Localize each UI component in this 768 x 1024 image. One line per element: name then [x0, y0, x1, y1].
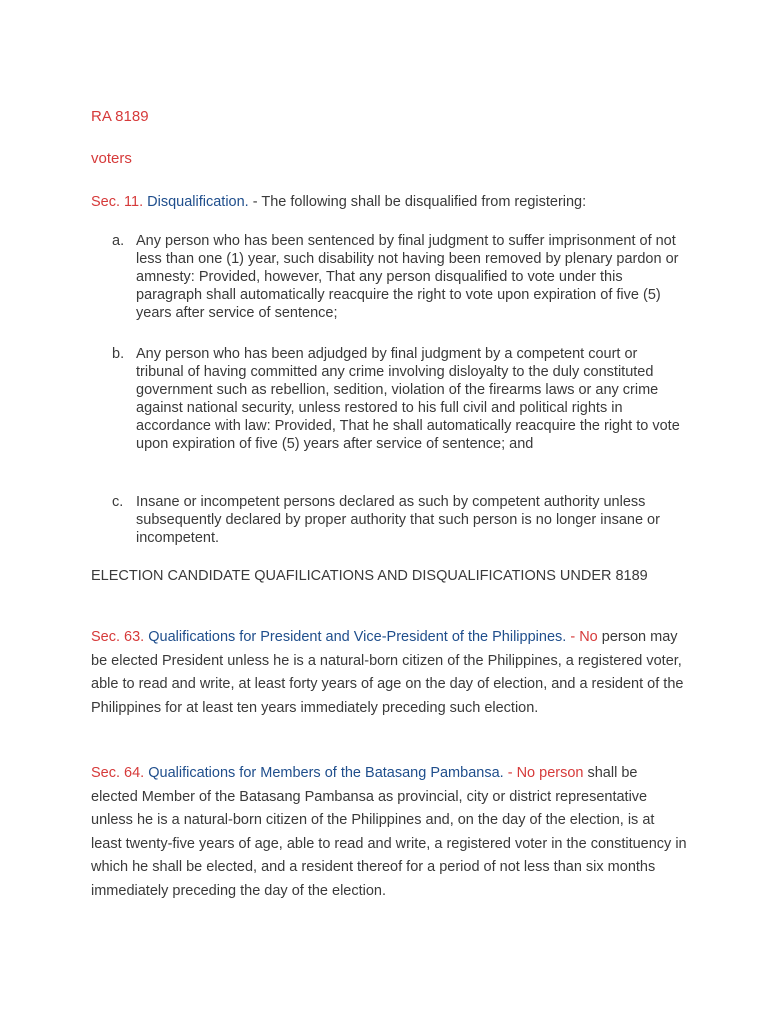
- section-63-paragraph: [91, 626, 688, 720]
- section-64-paragraph: [91, 762, 688, 903]
- list-item-marker: a.: [112, 233, 125, 249]
- list-item-marker: b.: [112, 346, 125, 362]
- section-11-paragraph: [91, 193, 691, 212]
- list-item-text: Any person who has been sentenced by final judgment to suffer imprisonment of not less than one (1) year, such disability not having been removed by plenary pardon or amnesty: Provided, however, That any person disqualified to vote under this paragraph shall automatically reacquire the right to vote upon expiration of five (5) years after service of sentence;: [136, 233, 679, 322]
- section-64-dash: -: [503, 765, 517, 781]
- section-64-number: Sec. 64.: [91, 765, 145, 781]
- section-63-text: person may be elected President unless he is a natural-born citizen of the Philippines, a registered voter, able to read and write, at least forty years of age on the day of election, and a resident of the Philippines for at least ten years immediately preceding such election.: [91, 629, 684, 716]
- section-64-text: shall be elected Member of the Batasang Pambansa as provincial, city or district representative unless he is a natural-born citizen of the Philippines and, on the day of the election, is at least twenty-five years of age, able to read and write, a registered voter in the constituency in which he shall be elected, and a resident thereof for a period of not less than six months immediately preceding the day of the election.: [91, 765, 687, 899]
- section-64-heading: Qualifications for Members of the Batasang Pambansa.: [148, 765, 504, 781]
- section-63-dash: -: [566, 629, 580, 645]
- document-title: RA 8189: [91, 108, 149, 125]
- section-63-lead: No: [579, 629, 598, 645]
- list-item-marker: c.: [112, 494, 124, 510]
- section-63-number: Sec. 63.: [91, 629, 145, 645]
- section-11-heading: Disqualification.: [147, 194, 249, 210]
- section-11-number: Sec. 11.: [91, 194, 144, 210]
- section-64-lead: No person: [516, 765, 584, 781]
- list-item-text: Any person who has been adjudged by final judgment by a competent court or tribunal of having committed any crime involving disloyalty to the duly constituted government such as rebellion, sedition, violation of the firearms laws or any crime against national security, unless restored to his full civil and political rights in accordance with law: Provided, That he shall automatically reacquire the right to vote upon expiration of five (5) years after service of sentence; and: [136, 346, 680, 453]
- section-63-heading: Qualifications for President and Vice-President of the Philippines.: [148, 629, 567, 645]
- section-11-text: - The following shall be disqualified from registering:: [248, 194, 587, 210]
- document-subtitle: voters: [91, 150, 132, 167]
- list-item-text: Insane or incompetent persons declared as such by competent authority unless subsequently declared by proper authority that such person is no longer insane or incompetent.: [136, 494, 660, 547]
- section-heading: ELECTION CANDIDATE QUAFILICATIONS AND DISQUALIFICATIONS UNDER 8189: [91, 568, 648, 584]
